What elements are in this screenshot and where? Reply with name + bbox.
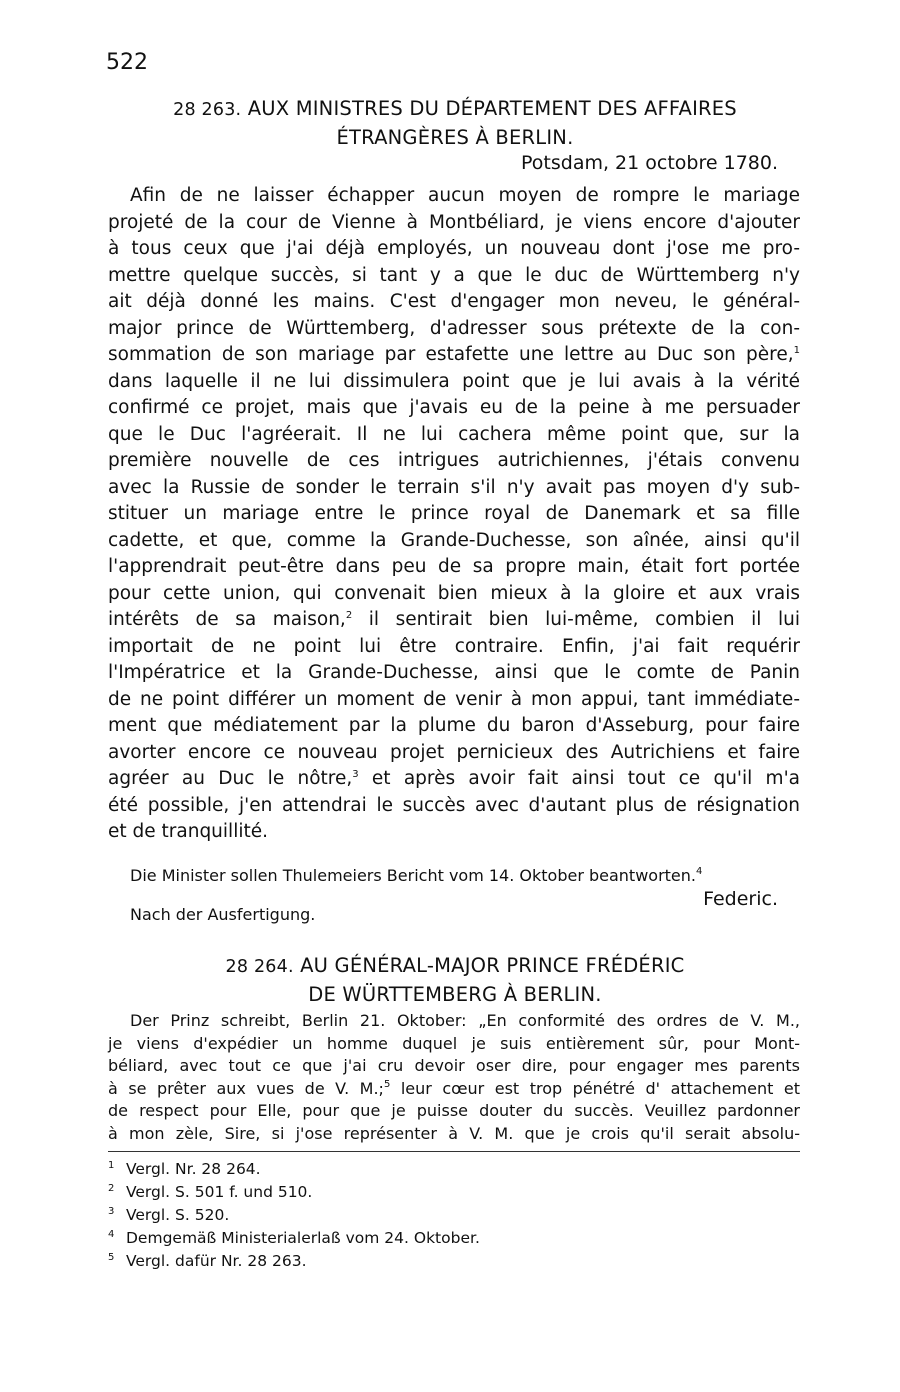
footnote-ref: 4 — [696, 866, 703, 877]
body-line-text: agréer au Duc le nôtre, — [108, 768, 353, 789]
page-number: 522 — [106, 50, 148, 75]
body-line — [108, 766, 800, 793]
document-number: 28 264. — [225, 957, 294, 977]
dateline: Potsdam, 21 octobre 1780. — [521, 152, 778, 174]
footnote-text: Vergl. S. 520. — [126, 1206, 230, 1224]
signature: Federic. — [703, 888, 778, 910]
document-heading-28264 — [80, 952, 830, 1008]
editorial-note-text: Die Minister sollen Thulemeiers Bericht vom 14. Oktober beantworten. — [130, 866, 696, 885]
body-line: importait de ne point lui être contraire. Enfin, j'ai fait requérir — [108, 635, 800, 657]
body-line: confirmé ce projet, mais que j'avais eu de la peine à me persuader — [108, 397, 800, 418]
quote-line: de respect pour Elle, pour que je puisse douter du succès. Veuillez pardonner — [108, 1101, 800, 1120]
body-line: projeté de la cour de Vienne à Montbéliard, je viens encore d'ajouter — [108, 211, 800, 233]
footnote-ref: 3 — [352, 769, 359, 780]
footnote: 4 Demgemäß Ministerialerlaß vom 24. Oktober. — [108, 1229, 480, 1247]
body-line: l'Impératrice et la Grande-Duchesse, ainsi que le comte de Panin — [108, 662, 800, 683]
body-line: Afin de ne laisser échapper aucun moyen de rompre le mariage — [130, 185, 800, 206]
footnote: 5 Vergl. dafür Nr. 28 263. — [108, 1252, 307, 1270]
body-line-text: intérêts de sa maison, — [108, 609, 346, 630]
footnote: 3 Vergl. S. 520. — [108, 1206, 230, 1224]
footnotes — [108, 1158, 480, 1273]
body-line: major prince de Württemberg, d'adresser sous prétexte de la con- — [108, 317, 800, 339]
footnote: 2 Vergl. S. 501 f. und 510. — [108, 1183, 313, 1201]
quote-line-text: leur cœur est trop pénétré d' attachement et — [390, 1078, 800, 1098]
footnote-text: Demgemäß Ministerialerlaß vom 24. Oktober. — [126, 1229, 480, 1247]
body-line-text: et après avoir fait ainsi tout ce qu'il m'a — [358, 768, 800, 789]
footnote-text: Vergl. dafür Nr. 28 263. — [126, 1252, 307, 1270]
source-note: Nach der Ausfertigung. — [130, 905, 316, 924]
heading-title-line-2: ÉTRANGÈRES À BERLIN. — [336, 126, 574, 149]
footnote-divider — [108, 1151, 800, 1152]
heading-title-line-1: AU GÉNÉRAL-MAJOR PRINCE FRÉDÉRIC — [300, 954, 685, 977]
body-line: à tous ceux que j'ai déjà employés, un nouveau dont j'ose me pro- — [108, 238, 800, 259]
footnote-ref: 2 — [345, 610, 353, 621]
body-line: pour cette union, qui convenait bien mieux à la gloire et aux vrais — [108, 582, 800, 604]
footnote-text: Vergl. S. 501 f. und 510. — [126, 1183, 313, 1201]
heading-title-line-1: AUX MINISTRES DU DÉPARTEMENT DES AFFAIRES — [247, 97, 737, 120]
document-heading-28263 — [80, 95, 830, 151]
body-line: l'apprendrait peut-être dans peu de sa propre main, était fort portée — [108, 556, 800, 577]
body-line: et de tranquillité. — [108, 821, 268, 842]
footnote-ref: 5 — [383, 1078, 391, 1090]
footnote-text: Vergl. Nr. 28 264. — [126, 1160, 261, 1178]
body-line: ait déjà donné les mains. C'est d'engager mon neveu, le général- — [108, 291, 800, 312]
body-line: dans laquelle il ne lui dissimulera point que je lui avais à la vérité — [108, 370, 800, 392]
body-line: été possible, j'en attendrai le succès avec d'autant plus de résignation — [108, 794, 800, 816]
letter-body — [108, 183, 800, 846]
editorial-note — [130, 866, 702, 885]
body-line: ment que médiatement par la plume du baron d'Asseburg, pour faire — [108, 715, 800, 736]
body-line: stituer un mariage entre le prince royal de Danemark et sa fille — [108, 503, 800, 524]
body-line: avorter encore ce nouveau projet pernicieux des Autrichiens et faire — [108, 741, 800, 763]
quote-line-text: à se prêter aux vues de V. M.; — [108, 1078, 384, 1098]
prince-letter-summary — [108, 1010, 800, 1145]
heading-title-line-2: DE WÜRTTEMBERG À BERLIN. — [308, 983, 602, 1006]
body-line: première nouvelle de ces intrigues autrichiennes, j'étais convenu — [108, 450, 800, 471]
document-number: 28 263. — [173, 100, 242, 120]
body-line — [108, 607, 800, 634]
body-line: mettre quelque succès, si tant y a que le duc de Württemberg n'y — [108, 264, 800, 286]
body-line: avec la Russie de sonder le terrain s'il n'y avait pas moyen d'y sub- — [108, 476, 800, 498]
heading-line-1 — [80, 952, 830, 981]
body-line-text: sommation de son mariage par estafette une lettre au Duc son père, — [108, 344, 794, 365]
body-line: que le Duc l'agréerait. Il ne lui cachera même point que, sur la — [108, 423, 800, 445]
quote-line — [108, 1078, 800, 1101]
quote-line: je viens d'expédier un homme duquel je suis entièrement sûr, pour Mont- — [108, 1033, 800, 1053]
footnote: 1 Vergl. Nr. 28 264. — [108, 1160, 261, 1178]
quote-line: à mon zèle, Sire, si j'ose représenter à V. M. que je crois qu'il serait absolu- — [108, 1123, 800, 1143]
heading-line-1 — [80, 95, 830, 124]
footnote-ref: 1 — [793, 345, 800, 356]
body-line: de ne point différer un moment de venir à mon appui, tant immédiate- — [108, 688, 800, 710]
quote-line: Der Prinz schreibt, Berlin 21. Oktober: „En conformité des ordres de V. M., — [130, 1011, 800, 1030]
body-line-text: il sentirait bien lui-même, combien il lui — [352, 609, 800, 630]
body-line: cadette, et que, comme la Grande-Duchesse, son aînée, ainsi qu'il — [108, 529, 800, 551]
body-line — [108, 342, 800, 369]
quote-line: béliard, avec tout ce que j'ai cru devoir oser dire, pour engager mes parents — [108, 1056, 800, 1075]
